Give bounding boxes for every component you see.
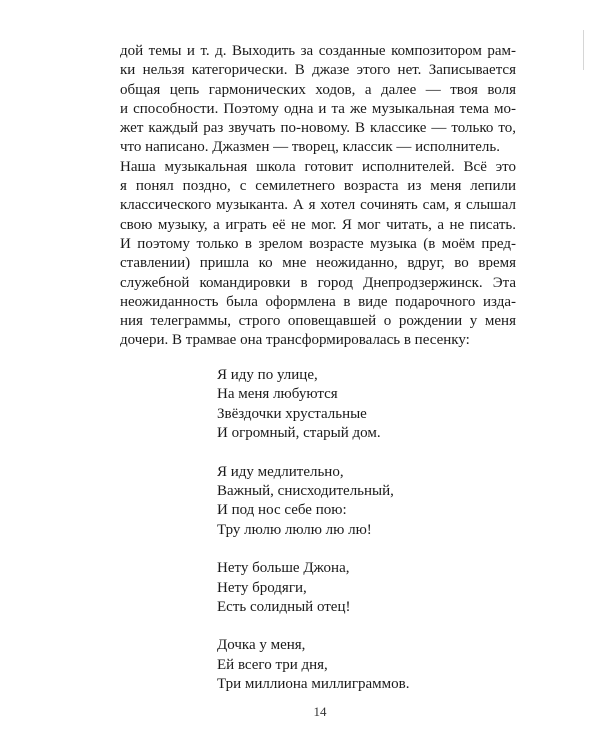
poem-line: Есть солидный отец! bbox=[217, 598, 351, 615]
poem-line: Ей всего три дня, bbox=[217, 656, 328, 673]
text-line: дой темы и т. д. Выходить за созданные композитором рам- bbox=[120, 43, 516, 59]
poem-line: Важный, снисходительный, bbox=[217, 482, 394, 499]
poem-line: Я иду по улице, bbox=[217, 367, 318, 383]
poem-line: Тру люлю люлю лю лю! bbox=[217, 521, 372, 538]
text-line: что написано. Джазмен — творец, классик — исполнитель. bbox=[120, 139, 500, 156]
page-number: 14 bbox=[313, 704, 327, 719]
text-line: ния телеграммы, строго оповещавшей о рождении у меня bbox=[120, 313, 516, 330]
text-line: общая цепь гармонических ходов, а далее — твоя воля bbox=[120, 81, 516, 98]
page-edge-mark bbox=[583, 30, 584, 70]
poem-line: На меня любуются bbox=[217, 386, 338, 403]
text-line: классического музыканта. А я хотел сочинять сам, я слышал bbox=[120, 197, 516, 214]
poem-line: Звёздочки хрустальные bbox=[217, 405, 367, 422]
poem-line: Нету бродяги, bbox=[217, 579, 307, 596]
text-line: свою музыку, а играть её не мог. Я мог читать, а не писать. bbox=[120, 216, 516, 233]
text-line: дочери. В трамвае она трансформировалась в песенку: bbox=[120, 332, 470, 349]
poem-line: Я иду медлительно, bbox=[217, 463, 344, 480]
poem-stanza bbox=[217, 463, 517, 541]
text-line: Наша музыкальная школа готовит исполнителей. Всё это bbox=[120, 158, 516, 175]
text-line: служебной командировки в город Днепродзержинск. Эта bbox=[120, 274, 516, 291]
poem-line: Нету больше Джона, bbox=[217, 560, 350, 577]
poem-line: Три миллиона миллиграммов. bbox=[217, 676, 410, 693]
text-line: неожиданность была оформлена в виде подарочного изда- bbox=[120, 293, 516, 310]
text-line: И поэтому только в зрелом возрасте музыка (в моём пред- bbox=[120, 235, 516, 252]
text-line: жет каждый раз звучать по-новому. В классике — только то, bbox=[120, 120, 516, 137]
text-line: ставлении) пришла ко мне неожиданно, вдруг, во время bbox=[120, 255, 516, 272]
poem-line: Дочка у меня, bbox=[217, 637, 306, 654]
poem-stanza bbox=[217, 559, 517, 617]
poem-stanza bbox=[217, 636, 517, 694]
poem-stanza bbox=[217, 366, 517, 444]
text-line: и способности. Поэтому одна и та же музыкальная тема мо- bbox=[120, 100, 516, 117]
poem bbox=[217, 366, 517, 713]
poem-line: И огромный, старый дом. bbox=[217, 425, 381, 442]
body-text bbox=[120, 42, 516, 351]
poem-line: И под нос себе пою: bbox=[217, 502, 347, 519]
text-line: ки нельзя категорически. В джазе этого нет. Записывается bbox=[120, 62, 516, 79]
text-line: я понял поздно, с семилетнего возраста из меня лепили bbox=[120, 178, 516, 195]
